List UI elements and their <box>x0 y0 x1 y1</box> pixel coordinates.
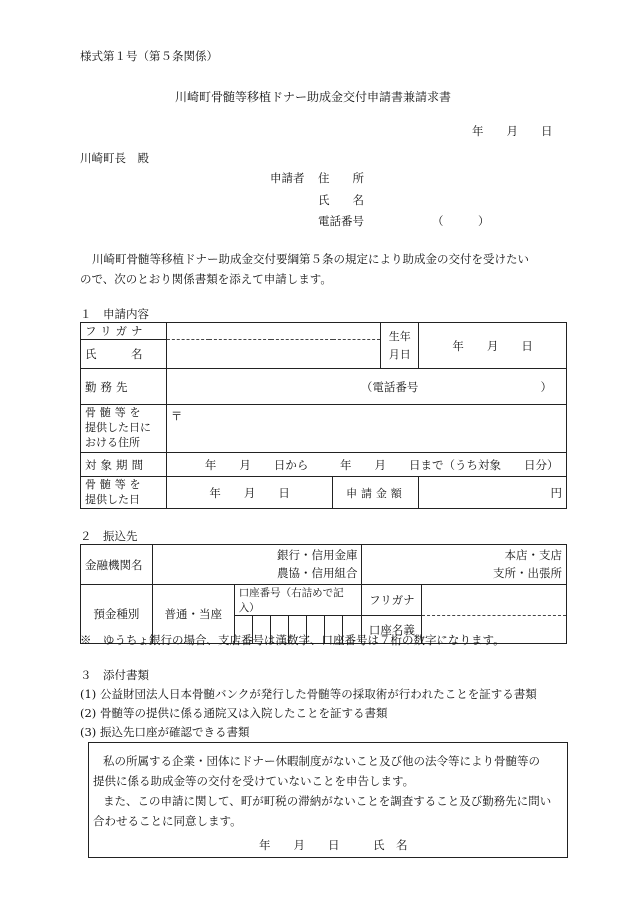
applicant-label: 申請者 <box>270 171 305 185</box>
furigana-field[interactable] <box>166 323 380 340</box>
account-holder-label: 口座名義 <box>362 616 422 644</box>
name-label: 氏 名 <box>81 340 167 369</box>
amount-field[interactable]: 円 <box>419 477 567 509</box>
provided-date-label: 骨髄等を 提供した日 <box>81 477 167 509</box>
period-to: 年 月 日まで（うち対象 日分） <box>340 457 559 472</box>
address-label: 骨髄等を 提供した日に おける住所 <box>81 405 167 453</box>
intro-line-1: 川崎町骨髄等移植ドナー助成金交付要綱第５条の規定により助成金の交付を受けたい <box>92 252 529 266</box>
attachment-item-2: (2) 骨髄等の提供に係る通院又は入院したことを証する書類 <box>80 706 388 720</box>
date-line: 年 月 日 <box>472 124 553 138</box>
attachment-item-3: (3) 振込先口座が確認できる書類 <box>80 725 250 739</box>
declaration-line-1: 私の所属する企業・団体にドナー休暇制度がないこと及び他の法令等により骨髄等の <box>103 754 540 768</box>
section3-heading: ３ 添付書類 <box>80 668 149 682</box>
bank-type-1: 銀行・信用金庫 <box>276 547 358 562</box>
branch-name-field[interactable] <box>362 545 567 585</box>
name-field[interactable] <box>166 340 380 369</box>
addressee: 川崎町長 殿 <box>80 151 149 165</box>
bank-name-field[interactable] <box>152 545 362 585</box>
bank-name-label: 金融機関名 <box>81 545 153 585</box>
applicant-name-label: 氏 名 <box>318 193 364 207</box>
document-title: 川崎町骨髄等移植ドナー助成金交付申請書兼請求書 <box>175 90 452 104</box>
deposit-type-label: 預金種別 <box>81 585 153 644</box>
applicant-address-label: 住 所 <box>318 171 364 185</box>
bank-table <box>80 544 567 644</box>
birth-label: 生年 月日 <box>381 323 419 369</box>
declaration-box <box>88 742 568 858</box>
holder-furigana-field[interactable] <box>422 585 567 616</box>
bank-type-2: 農協・信用組合 <box>276 565 358 580</box>
attachment-item-1: (1) 公益財団法人日本骨髄バンクが発行した骨髄等の採取術が行われたことを証する書類 <box>80 687 537 701</box>
application-table <box>80 322 567 509</box>
section1-heading: １ 申請内容 <box>80 307 149 321</box>
address-field[interactable] <box>166 405 566 453</box>
section2-heading: ２ 振込先 <box>80 529 138 543</box>
furigana-label: フリガナ <box>81 323 167 340</box>
workplace-field[interactable] <box>166 369 566 405</box>
branch-type-2: 支所・出張所 <box>493 565 562 580</box>
declaration-name[interactable]: 氏 名 <box>373 838 408 852</box>
declaration-line-2: 提供に係る助成金等の交付を受けていないことを申告します。 <box>93 774 415 788</box>
declaration-date[interactable]: 年 月 日 <box>259 838 340 852</box>
branch-type-1: 本店・支店 <box>504 547 562 562</box>
applicant-phone-paren: （ ） <box>432 214 490 228</box>
period-field[interactable] <box>166 453 566 477</box>
workplace-phone-close: ） <box>540 379 552 394</box>
period-label: 対象期間 <box>81 453 167 477</box>
bank-note: ※ ゆうちょ銀行の場合、支店番号は漢数字、口座番号は７桁の数字になります。 <box>80 633 505 647</box>
holder-furigana-label: フリガナ <box>362 585 422 616</box>
postal-mark: 〒 <box>170 409 183 423</box>
deposit-type-field[interactable]: 普通・当座 <box>152 585 234 644</box>
birth-date-field[interactable]: 年 月 日 <box>419 323 567 369</box>
account-number-label: 口座番号（右詰めで記入） <box>234 585 362 616</box>
intro-line-2: ので、次のとおり関係書類を添えて申請します。 <box>80 272 332 286</box>
provided-date-field[interactable]: 年 月 日 <box>166 477 333 509</box>
declaration-line-3: また、この申請に関して、町が町税の滞納がないことを調査すること及び勤務先に問い <box>103 794 552 808</box>
amount-label: 申請金額 <box>333 477 419 509</box>
workplace-label: 勤務先 <box>81 369 167 405</box>
form-number: 様式第１号（第５条関係） <box>80 49 218 63</box>
declaration-line-4: 合わせることに同意します。 <box>93 814 242 828</box>
workplace-phone-label: （電話番号 <box>360 379 419 394</box>
applicant-phone-label: 電話番号 <box>318 214 364 228</box>
period-from: 年 月 日から <box>204 457 309 472</box>
